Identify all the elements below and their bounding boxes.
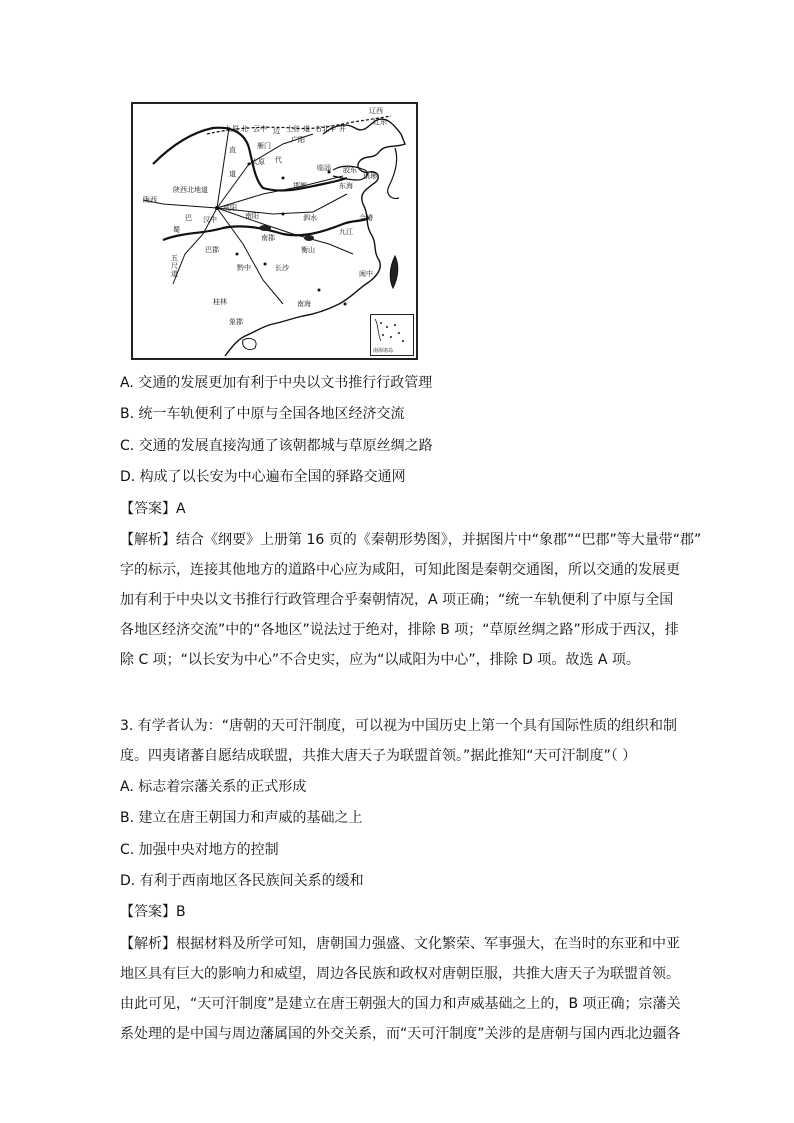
label-linzi: 临淄 — [317, 164, 331, 172]
label-youbeiping: 右北平 — [315, 125, 336, 133]
q3-analysis-line: 系处理的是中国与周边藩属国的外交关系，而“天可汗制度”关涉的是唐朝与国内西北边疆各 — [120, 1026, 681, 1042]
q3-option-b: B. 建立在唐王朝国力和声威的基础之上 — [120, 810, 363, 826]
q3-analysis-line: 由此可见，“天可汗制度”是建立在唐王朝强大的国力和声威基础之上的，B 项正确；宗藩关 — [120, 996, 681, 1012]
label-yanmen: 雁门 — [257, 142, 271, 150]
q3-option-c: C. 加强中央对地方的控制 — [120, 842, 279, 858]
q3-option-d: D. 有利于西南地区各民族间关系的缓和 — [120, 873, 364, 889]
label-shanggu: 上谷 — [286, 125, 300, 133]
q3-analysis-line: 【解析】根据材料及所学可知，唐朝国力强盛、文化繁荣、军事强大，在当时的东亚和中亚 — [120, 936, 680, 952]
label-nanhai: 南海 — [297, 300, 311, 308]
label-hengshan: 衡山 — [301, 246, 315, 254]
label-donghai: 东海 — [339, 182, 353, 190]
label-changsha: 长沙 — [275, 264, 289, 272]
label-zhi-dao: 道 — [229, 170, 236, 178]
q3-analysis-line: 地区具有巨大的影响力和威望，周边各民族和政权对唐朝臣服，共推大唐天子为联盟首领。 — [120, 966, 680, 982]
label-dao-north: 道 — [303, 125, 310, 133]
q2-analysis-line: 除 C 项；“以长安为中心”不合史实，应为“以咸阳为中心”，排除 D 项。故选 A 项。 — [120, 652, 640, 668]
label-liaodong: 辽东 — [373, 118, 387, 126]
label-hanzhong: 汉中 — [203, 216, 217, 224]
q2-analysis-line: 字的标示，连接其他地方的道路中心应为咸阳，可知此图是秦朝交通图，所以交通的发展更 — [120, 562, 680, 578]
label-jiujiang: 九江 — [339, 228, 353, 236]
label-xiangjun: 象郡 — [229, 318, 243, 326]
label-nanyang: 南阳 — [245, 212, 259, 220]
label-bei: 北 — [241, 125, 248, 133]
label-yunzhong: 云中 — [253, 125, 267, 133]
label-bian: 边 — [273, 127, 280, 135]
q3-option-a: A. 标志着宗藩关系的正式形成 — [120, 779, 307, 795]
label-jiuyuan: 九原 — [225, 125, 239, 133]
qin-transport-map — [131, 102, 418, 360]
q3-answer: 【答案】B — [120, 904, 186, 920]
label-ba: 巴 — [185, 214, 192, 222]
label-kuaiji: 会稽 — [359, 214, 373, 222]
q3-stem — [120, 711, 680, 771]
label-bajun: 巴郡 — [205, 246, 219, 254]
q3-stem-line: 度。四夷诸蕃自愿结成联盟，共推大唐天子为联盟首领。”据此推知“天可汗制度”（ ） — [120, 748, 637, 764]
label-nanjun: 南郡 — [261, 234, 275, 242]
label-langye: 琅琊 — [363, 172, 377, 180]
label-guilin: 桂林 — [213, 298, 227, 306]
q2-analysis-line: 【解析】结合《纲要》上册第 16 页的《秦朝形势图》，并据图片中“象郡”“巴郡”等大量带“郡” — [120, 532, 702, 548]
label-bing: 并 — [339, 125, 346, 133]
q2-option-a: A. 交通的发展更加有利于中央以文书推行行政管理 — [120, 375, 433, 391]
label-guangyang: 广阳 — [291, 136, 305, 144]
label-minzhong: 闽中 — [359, 270, 373, 278]
q2-option-c: C. 交通的发展直接沟通了该朝都城与草原丝绸之路 — [120, 438, 433, 454]
label-wuchi-dao: 五尺道 — [171, 254, 178, 278]
q2-analysis — [120, 525, 702, 675]
south-sea-islands-inset — [370, 314, 414, 356]
label-sishui: 泗水 — [303, 214, 317, 222]
label-shu: 蜀 — [173, 226, 180, 234]
q2-option-b: B. 统一车轨便利了中原与全国各地区经济交流 — [120, 406, 405, 422]
label-qianzhong: 黔中 — [237, 264, 251, 272]
label-taiyuan: 太原 — [251, 158, 265, 166]
q2-analysis-line: 加有利于中央以文书推行行政管理合乎秦朝情况，A 项正确；“统一车轨便利了中原与全国 — [120, 592, 674, 608]
label-xianyang: 咸阳 — [223, 204, 237, 212]
inset-label: 南海诸岛 — [373, 348, 394, 354]
label-liaoxi: 辽西 — [369, 107, 383, 115]
q3-stem-line: 3. 有学者认为：“唐朝的天可汗制度，可以视为中国历史上第一个具有国际性质的组织和制 — [120, 718, 678, 734]
label-handan: 邯郸 — [293, 182, 307, 190]
label-dai: 代 — [275, 156, 282, 164]
label-jiaodong: 胶东 — [343, 166, 357, 174]
q3-analysis — [120, 929, 680, 1049]
label-shaanxi-beidi: 陕西北地道 — [173, 186, 208, 194]
q2-answer: 【答案】A — [120, 501, 186, 517]
label-longxi: 陇西 — [143, 196, 157, 204]
label-zhi: 直 — [229, 146, 236, 154]
q2-option-d: D. 构成了以长安为中心遍布全国的驿路交通网 — [120, 469, 406, 485]
q2-analysis-line: 各地区经济交流”中的“各地区”说法过于绝对，排除 B 项；“草原丝绸之路”形成于西汉，排 — [120, 622, 679, 638]
